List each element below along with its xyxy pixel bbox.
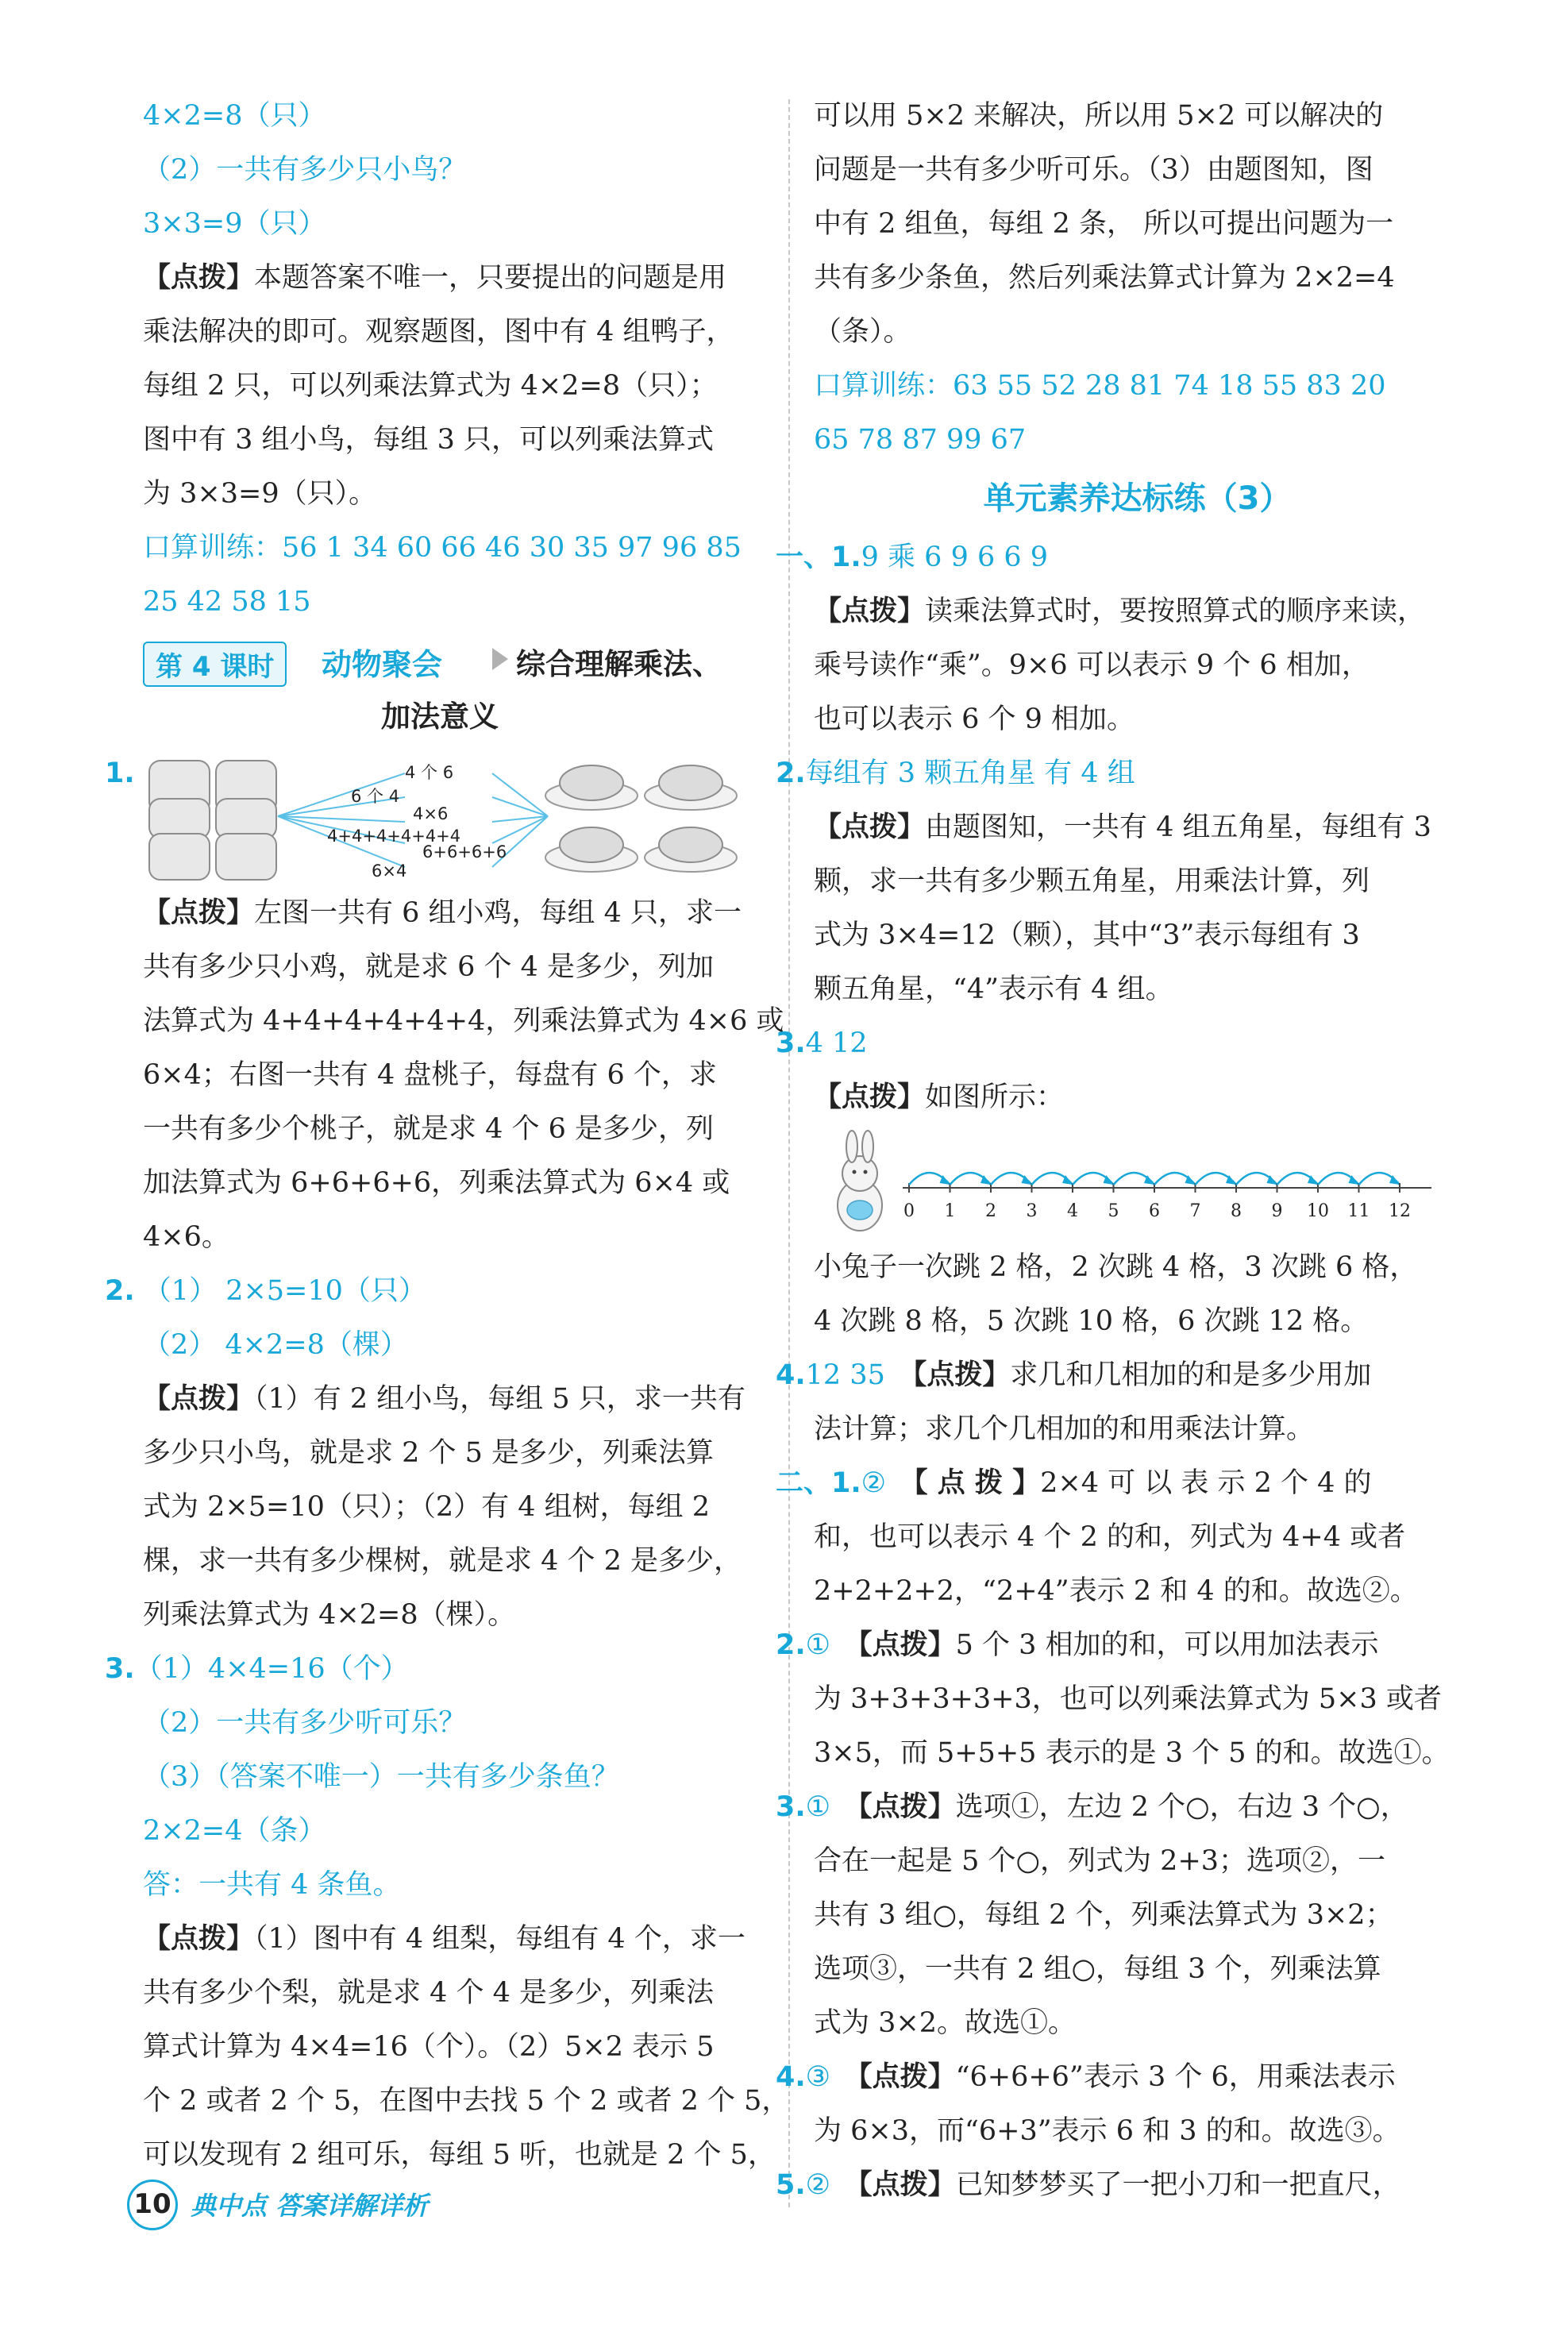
question-number: 4.: [776, 2061, 806, 2093]
question-number: 3.: [776, 1791, 806, 1823]
oral-calc-line: 口算训练：56 1 34 60 66 46 30 35 97 96 85: [143, 532, 742, 564]
answer-line: 答：一共有 4 条鱼。: [143, 1869, 401, 1901]
tip-label: 【点拨】: [858, 1791, 956, 1823]
lesson-badge: 第 4 课时: [143, 642, 287, 687]
tip-label: 【点拨】: [143, 262, 255, 294]
question-number: 3.: [776, 1027, 806, 1059]
number-line: [814, 1124, 1461, 1240]
tip-label: 【点拨】: [814, 811, 926, 843]
question-number: 4.: [776, 1359, 806, 1391]
tick-label: 2: [985, 1201, 996, 1221]
tip-label: 【 点 拨 】: [914, 1467, 1041, 1499]
text-line: 共有多少条鱼，然后列乘法算式计算为 2×2=4: [814, 262, 1395, 294]
question-number: 2.: [776, 1629, 806, 1661]
tip-paragraph: 【点拨】本题答案不唯一，只要提出的问题是用 乘法解决的即可。观察题图，图中有 4 组鸭子， 每组 2 只，可以列乘法算式为 4×2=8（只）； 图中有 3 组小鸟，每组 3 只，可以列乘法算式 为 3×3=9（只）。: [143, 262, 734, 510]
number-line-figure: [814, 1124, 1461, 1240]
figure-label: 6 个 4: [351, 787, 400, 806]
answer-line: 每组有 3 颗五角星 有 4 组: [805, 757, 1135, 789]
question-number: 1.: [105, 757, 135, 789]
tick-label: 9: [1271, 1201, 1283, 1221]
tip-paragraph: 【点拨】（1）图中有 4 组梨，每组有 4 个，求一 共有多少个梨，就是求 4 个 4 是多少，列乘法 算式计算为 4×4=16（个）。（2）5×2 表示 5 个 2 或者 2 个 5，在图中去找 5 个 2 或者 2 个 5， 可以发现有 2 组可乐，每组 5 听，也就是 2 个 5，: [143, 1923, 790, 2171]
oral-calc-line: 25 42 58 15: [143, 586, 311, 618]
text-line: 问题是一共有多少听可乐。（3）由题图知，图: [814, 154, 1373, 186]
lesson-header: [143, 635, 762, 746]
answer-line: ①: [805, 1629, 831, 1661]
figure-label: 4×6: [413, 804, 449, 823]
play-arrow-icon: [492, 648, 508, 670]
section-title: 单元素养达标练（3）: [983, 480, 1292, 517]
column-divider: [788, 99, 790, 2207]
rabbit-icon: [838, 1131, 882, 1231]
answer-line: 12 35: [805, 1359, 885, 1391]
lesson-subtitle: 加法意义: [381, 700, 499, 734]
chick-icon: [149, 761, 276, 880]
right-column: 可以用 5×2 来解决，所以用 5×2 可以解决的 问题是一共有多少听可乐。（3）由题图知，图 中有 2 组鱼，每组 2 条， 所以可提出问题为一 共有多少条鱼，然后列乘法算式计算为 2×2=4 （条）。 口算训练：63 55 52 28 81 74 18 55 83 20 65 78 87 99 67 单元素养达标练（3） 一、1.9 乘 6 9 6 6 9 【点拨】读乘法算式时，要按照算式的顺序来读， 乘号读作“乘”。9×6 可以表示 9 个 6 相加， 也可以表示 6 个 9 相加。 2.每组有 3 颗五角星 有 4 组 【点拨】由题图知，一共有 4 组五角星，每组有 3 颗，求一共有多少颗五角星，用乘法计算，列 式为 3×4=12（颗），其中“3”表示每组有 3 颗五角星，“4”表示有 4 组。 3.4 12 【点拨】如图所示： 0 1 2 3 4 5 6 7 8 9 10 11 12 小兔子一次跳 2 格，2 次跳 4 格，3 次跳 6 格， 4 次跳 8 格，5 次跳 10 格，6 次跳 12 格。 4.12 35 【点拨】求几和几相加的和是多少用加 法计算；求几个几相加的和用乘法计算。 二、1.② 【 点 拨 】2×4 可 以 表 示 2 个 4 的 和，也可以表示 4 个 2 的和，列式为 4+4 或者 2+2+2+2，“2+4”表示 2 和 4 的和。故选②。 2.① 【点拨】5 个 3 相加的和，可以用加法表示 为 3+3+3+3+3，也可以列乘法算式为 5×3 或者 3×5，而 5+5+5 表示的是 3 个 5 的和。故选①。 3.① 【点拨】选项①，左边 2 个○，右边 3 个○， 合在一起是 5 个○，列式为 2+3；选项②，一 共有 3 组○，每组 2 个，列乘法算式为 3×2； 选项③，一共有 2 组○，每组 3 个，列乘法算 式为 3×2。故选①。 4.③ 【点拨】“6+6+6”表示 3 个 6，用乘法表示 为 6×3，而“6+3”表示 6 和 3 的和。故选③。 5.② 【点拨】已知梦梦买了一把小刀和一把直尺，: [814, 89, 1461, 2212]
figure-label: 4+4+4+4+4+4: [327, 827, 461, 846]
answer-line: ①: [805, 1791, 831, 1823]
tip-paragraph: 【点拨】左图一共有 6 组小鸡，每组 4 只，求一 共有多少只小鸡，就是求 6 个 4 是多少，列加 法算式为 4+4+4+4+4+4，列乘法算式为 4×6 或 6×4；右图一共有 4 盘桃子，每盘有 6 个，求 一共有多少个桃子，就是求 4 个 6 是多少，列 加法算式为 6+6+6+6，列乘法算式为 6×4 或 4×6。: [143, 897, 784, 1253]
oral-calc-line: 65 78 87 99 67: [814, 424, 1027, 456]
left-column: [105, 89, 790, 2182]
question-number: 2.: [105, 1275, 135, 1307]
answer-line: 4 12: [805, 1027, 868, 1059]
answer-line: （1）4×4=16（个）: [134, 1653, 409, 1685]
figure-label: 4 个 6: [405, 763, 454, 782]
text-line: （条）。: [814, 316, 911, 348]
answer-line: 3×3=9（只）: [143, 208, 326, 240]
answer-line: ③: [805, 2061, 831, 2093]
tip-label: 【点拨】: [858, 2169, 956, 2201]
tick-label: 1: [944, 1201, 956, 1221]
tick-label: 6: [1149, 1201, 1160, 1221]
answer-line: 9 乘 6 9 6 6 9: [861, 542, 1049, 573]
figure-label: 6+6+6+6: [422, 842, 507, 861]
text-line: 可以用 5×2 来解决，所以用 5×2 可以解决的: [814, 100, 1384, 132]
tick-label: 11: [1347, 1201, 1370, 1221]
question-number: 3.: [105, 1653, 135, 1685]
tick-label: 4: [1067, 1201, 1078, 1221]
tip-label: 【点拨】: [814, 1081, 926, 1113]
answer-line: （2） 4×2=8（棵）: [143, 1329, 408, 1361]
text-line: 4 次跳 8 格，5 次跳 10 格，6 次跳 12 格。: [814, 1305, 1369, 1337]
tip-paragraph: 【点拨】（1）有 2 组小鸟，每组 5 只，求一共有 多少只小鸟，就是求 2 个 5 是多少，列乘法算 式为 2×5=10（只）；（2）有 4 组树，每组 2 棵，求一共有多少棵树，就是求 4 个 2 是多少， 列乘法算式为 4×2=8（棵）。: [143, 1383, 745, 1631]
tip-label: 【点拨】: [143, 1383, 255, 1415]
tick-label: 7: [1189, 1201, 1201, 1221]
question-number: 二、1.: [776, 1467, 861, 1499]
answer-line: ②: [805, 2169, 831, 2201]
tip-paragraph: 【点拨】由题图知，一共有 4 组五角星，每组有 3 颗，求一共有多少颗五角星，用乘法计算，列 式为 3×4=12（颗），其中“3”表示每组有 3 颗五角星，“4”表示有 4 组。: [814, 811, 1431, 1005]
question-number: 2.: [776, 757, 806, 789]
tick-label: 12: [1389, 1201, 1411, 1221]
tick-label: 3: [1026, 1201, 1038, 1221]
tip-label: 【点拨】: [143, 1923, 255, 1955]
answer-line: （1） 2×5=10（只）: [143, 1275, 426, 1307]
tick-label: 10: [1307, 1201, 1329, 1221]
question-number: 5.: [776, 2169, 806, 2201]
footer-brand: 典中点 答案详解详析: [191, 2191, 429, 2221]
tick-label: 0: [903, 1201, 915, 1221]
text-line: 小兔子一次跳 2 格，2 次跳 4 格，3 次跳 6 格，: [814, 1251, 1418, 1283]
peach-plate-icon: [545, 765, 737, 872]
lesson-title: 动物聚会: [322, 647, 443, 682]
page-number: 10: [127, 2180, 178, 2230]
text-line: 中有 2 组鱼，每组 2 条， 所以可提出问题为一: [814, 208, 1394, 240]
answer-line: （3）（答案不唯一）一共有多少条鱼？: [143, 1761, 619, 1793]
tip-label: 【点拨】: [858, 1629, 956, 1661]
matching-figure: [143, 746, 762, 886]
question-number: 一、1.: [776, 542, 861, 573]
tip-label: 【点拨】: [912, 1359, 1011, 1391]
tip-paragraph: 【点拨】读乘法算式时，要按照算式的顺序来读， 乘号读作“乘”。9×6 可以表示 9 个 6 相加， 也可以表示 6 个 9 相加。: [814, 595, 1426, 735]
figure-label: 6×4: [372, 861, 407, 881]
tip-label: 【点拨】: [858, 2061, 956, 2093]
answer-line: 4×2=8（只）: [143, 100, 326, 132]
answer-line: 2×2=4（条）: [143, 1815, 326, 1847]
tick-label: 8: [1231, 1201, 1242, 1221]
answer-line: （2）一共有多少听可乐？: [143, 1707, 467, 1739]
answer-line: （2）一共有多少只小鸟？: [143, 154, 467, 186]
figure-chicks-peaches: [105, 746, 762, 886]
oral-calc-line: 口算训练：63 55 52 28 81 74 18 55 83 20: [814, 370, 1386, 402]
lesson-subtitle: 综合理解乘法、: [516, 647, 722, 681]
answer-line: ②: [861, 1467, 887, 1499]
tip-label: 【点拨】: [814, 595, 926, 627]
tick-label: 5: [1108, 1201, 1119, 1221]
tip-label: 【点拨】: [143, 897, 255, 929]
